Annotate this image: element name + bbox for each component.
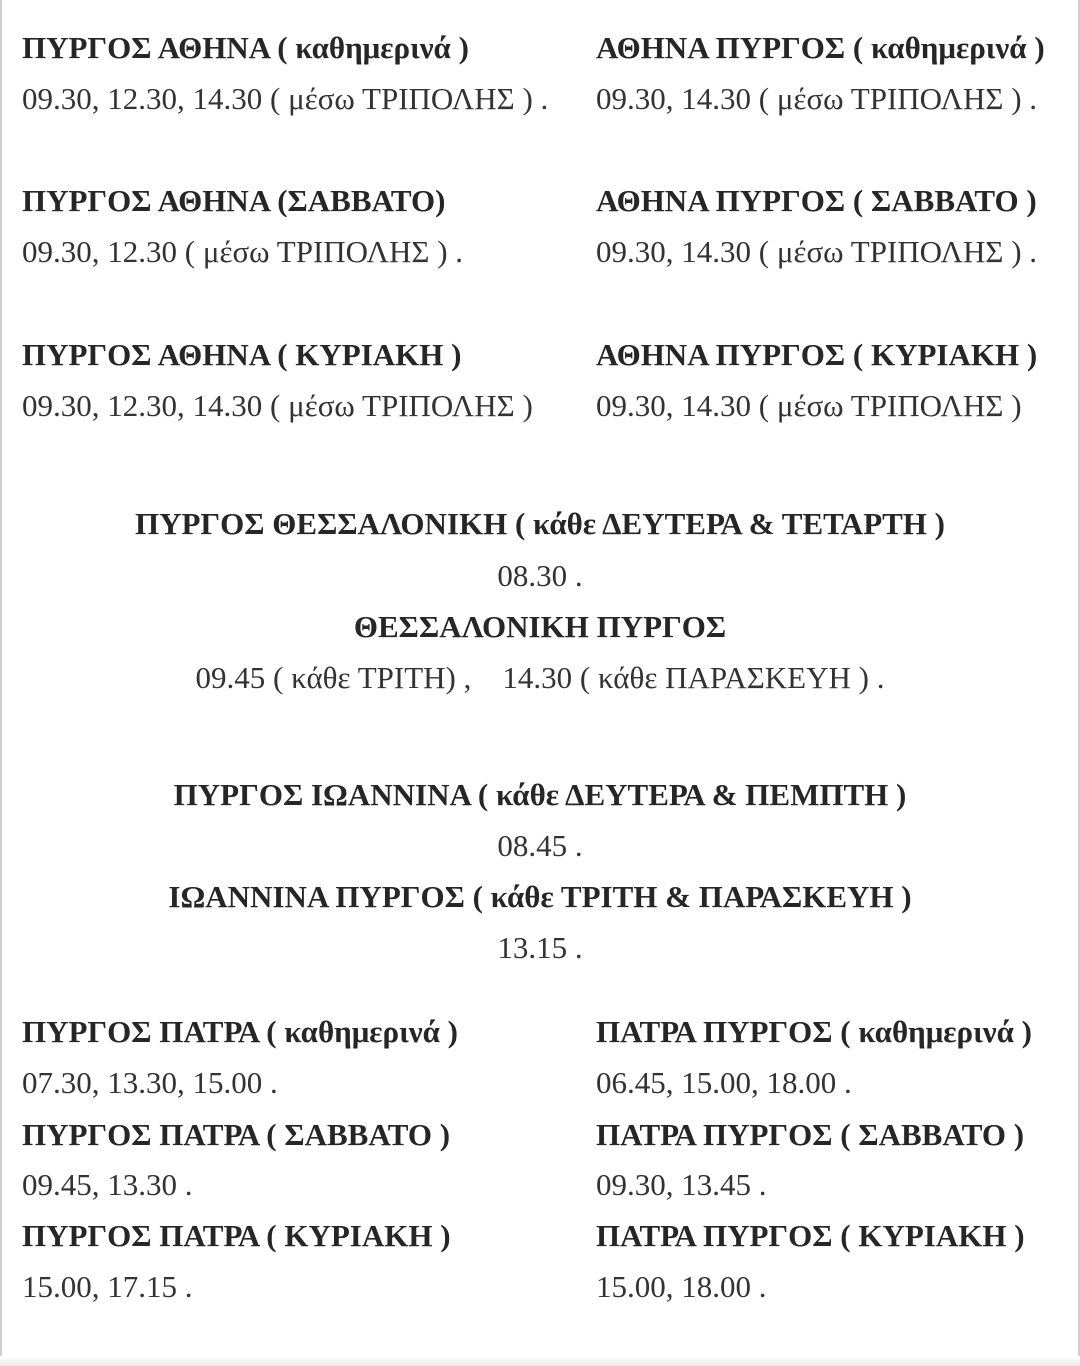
route-title-athens-pyrgos-sunday: ΑΘΗΝΑ ΠΥΡΓΟΣ ( ΚΥΡΙΑΚΗ ) <box>596 337 1038 372</box>
route-times-athens-pyrgos-sunday: 09.30, 14.30 ( μέσω ΤΡΙΠΟΛΗΣ ) <box>596 388 1022 423</box>
route-times-thessaloniki-pyrgos: 09.45 ( κάθε ΤΡΙΤΗ) , 14.30 ( κάθε ΠΑΡΑΣΚΕΥΗ ) . <box>195 660 885 695</box>
route-title-patra-pyrgos-sunday: ΠΑΤΡΑ ΠΥΡΓΟΣ ( ΚΥΡΙΑΚΗ ) <box>596 1218 1025 1253</box>
route-title-pyrgos-athens-sunday: ΠΥΡΓΟΣ ΑΘΗΝΑ ( ΚΥΡΙΑΚΗ ) <box>22 337 462 372</box>
route-times-pyrgos-athens-saturday: 09.30, 12.30 ( μέσω ΤΡΙΠΟΛΗΣ ) . <box>22 234 464 269</box>
route-times-athens-pyrgos-saturday: 09.30, 14.30 ( μέσω ΤΡΙΠΟΛΗΣ ) . <box>596 234 1038 269</box>
route-times-pyrgos-patra-sunday: 15.00, 17.15 . <box>22 1269 193 1304</box>
route-times-athens-pyrgos-weekday: 09.30, 14.30 ( μέσω ΤΡΙΠΟΛΗΣ ) . <box>596 81 1038 116</box>
route-times-patra-pyrgos-weekday: 06.45, 15.00, 18.00 . <box>596 1065 852 1100</box>
route-title-pyrgos-athens-weekday: ΠΥΡΓΟΣ ΑΘΗΝΑ ( καθημερινά ) <box>22 30 469 65</box>
route-title-thessaloniki-pyrgos: ΘΕΣΣΑΛΟΝΙΚΗ ΠΥΡΓΟΣ <box>353 609 727 644</box>
route-title-pyrgos-patra-sunday: ΠΥΡΓΟΣ ΠΑΤΡΑ ( ΚΥΡΙΑΚΗ ) <box>22 1218 451 1253</box>
route-title-pyrgos-patra-weekday: ΠΥΡΓΟΣ ΠΑΤΡΑ ( καθημερινά ) <box>22 1014 458 1049</box>
route-title-athens-pyrgos-saturday: ΑΘΗΝΑ ΠΥΡΓΟΣ ( ΣΑΒΒΑΤΟ ) <box>596 183 1037 218</box>
route-title-pyrgos-patra-saturday: ΠΥΡΓΟΣ ΠΑΤΡΑ ( ΣΑΒΒΑΤΟ ) <box>22 1117 451 1152</box>
route-times-pyrgos-thessaloniki: 08.30 . <box>497 558 583 593</box>
route-title-patra-pyrgos-saturday: ΠΑΤΡΑ ΠΥΡΓΟΣ ( ΣΑΒΒΑΤΟ ) <box>596 1117 1025 1152</box>
route-times-pyrgos-athens-sunday: 09.30, 12.30, 14.30 ( μέσω ΤΡΙΠΟΛΗΣ ) <box>22 388 533 423</box>
route-title-patra-pyrgos-weekday: ΠΑΤΡΑ ΠΥΡΓΟΣ ( καθημερινά ) <box>596 1014 1032 1049</box>
route-title-ioannina-pyrgos: ΙΩΑΝΝΙΝΑ ΠΥΡΓΟΣ ( κάθε ΤΡΙΤΗ & ΠΑΡΑΣΚΕΥΗ ) <box>168 879 912 914</box>
route-times-pyrgos-patra-weekday: 07.30, 13.30, 15.00 . <box>22 1065 278 1100</box>
route-times-patra-pyrgos-saturday: 09.30, 13.45 . <box>596 1167 767 1202</box>
route-title-pyrgos-ioannina: ΠΥΡΓΟΣ ΙΩΑΝΝΙΝΑ ( κάθε ΔΕΥΤΕΡΑ & ΠΕΜΠΤΗ ) <box>173 777 907 812</box>
route-title-pyrgos-athens-saturday: ΠΥΡΓΟΣ ΑΘΗΝΑ (ΣΑΒΒΑΤΟ) <box>22 183 446 218</box>
page-bottom-edge <box>0 1356 1080 1366</box>
route-times-pyrgos-ioannina: 08.45 . <box>497 828 583 863</box>
route-title-athens-pyrgos-weekday: ΑΘΗΝΑ ΠΥΡΓΟΣ ( καθημερινά ) <box>596 30 1045 65</box>
route-times-pyrgos-athens-weekday: 09.30, 12.30, 14.30 ( μέσω ΤΡΙΠΟΛΗΣ ) . <box>22 81 549 116</box>
route-title-pyrgos-thessaloniki: ΠΥΡΓΟΣ ΘΕΣΣΑΛΟΝΙΚΗ ( κάθε ΔΕΥΤΕΡΑ & ΤΕΤΑΡΤΗ ) <box>135 506 945 541</box>
route-times-patra-pyrgos-sunday: 15.00, 18.00 . <box>596 1269 767 1304</box>
route-times-pyrgos-patra-saturday: 09.45, 13.30 . <box>22 1167 193 1202</box>
route-times-ioannina-pyrgos: 13.15 . <box>497 930 583 965</box>
